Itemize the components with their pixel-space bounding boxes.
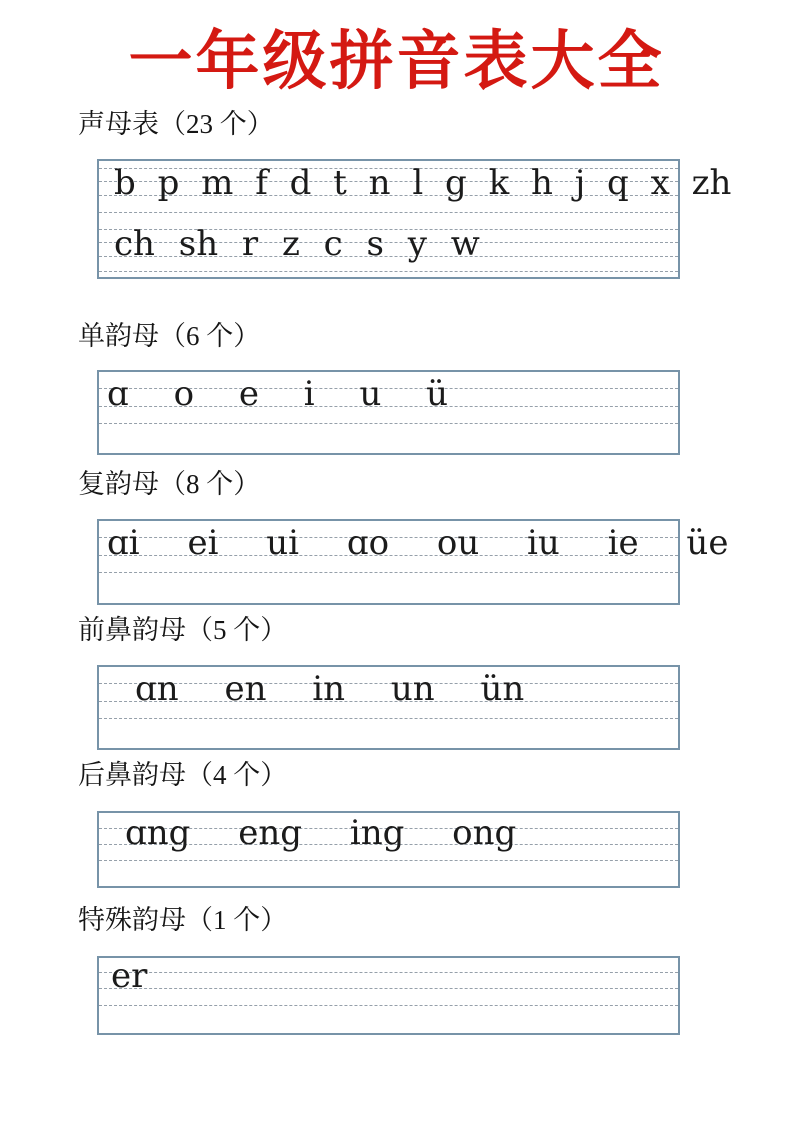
section-heading-initials: 声母表（23 个） bbox=[78, 109, 274, 139]
page-title: 一年级拼音表大全 bbox=[128, 25, 665, 97]
guide-line bbox=[99, 718, 678, 719]
section-heading-special-final: 特殊韵母（1 个） bbox=[78, 905, 288, 935]
guide-line bbox=[99, 1005, 678, 1006]
section-heading-simple-finals: 单韵母（6 个） bbox=[78, 321, 261, 351]
pinyin-box-back-nasal-finals bbox=[97, 811, 680, 888]
pinyin-letters-row-simple-finals: ɑ o e i u ü bbox=[107, 374, 449, 414]
pinyin-box-compound-finals bbox=[97, 519, 729, 605]
section-heading-compound-finals: 复韵母（8 个） bbox=[78, 469, 261, 499]
guide-line bbox=[99, 271, 678, 272]
guide-line bbox=[99, 212, 678, 213]
section-heading-back-nasal-finals: 后鼻韵母（4 个） bbox=[78, 760, 288, 790]
pinyin-box-special-final bbox=[97, 956, 680, 1035]
guide-line bbox=[99, 423, 678, 424]
pinyin-letters-row-back-nasal-finals: ɑng eng ing ong bbox=[125, 813, 517, 853]
pinyin-box-front-nasal-finals bbox=[97, 665, 680, 750]
pinyin-box-simple-finals bbox=[97, 370, 680, 455]
guide-line bbox=[99, 860, 678, 861]
pinyin-letters-row-compound-finals: ɑi ei ui ɑo ou iu ie üe bbox=[107, 523, 729, 563]
guide-line bbox=[99, 572, 678, 573]
pinyin-box-initials bbox=[97, 159, 732, 279]
pinyin-letters-row-front-nasal-finals: ɑn en in un ün bbox=[135, 669, 525, 709]
pinyin-letters-row-special-final: er bbox=[111, 956, 148, 996]
section-heading-front-nasal-finals: 前鼻韵母（5 个） bbox=[78, 615, 288, 645]
pinyin-letters-row-initials-2: ch sh r z c s y w bbox=[114, 224, 480, 264]
pinyin-letters-row-initials-1: b p m f d t n l g k h j q x zh bbox=[114, 163, 732, 203]
